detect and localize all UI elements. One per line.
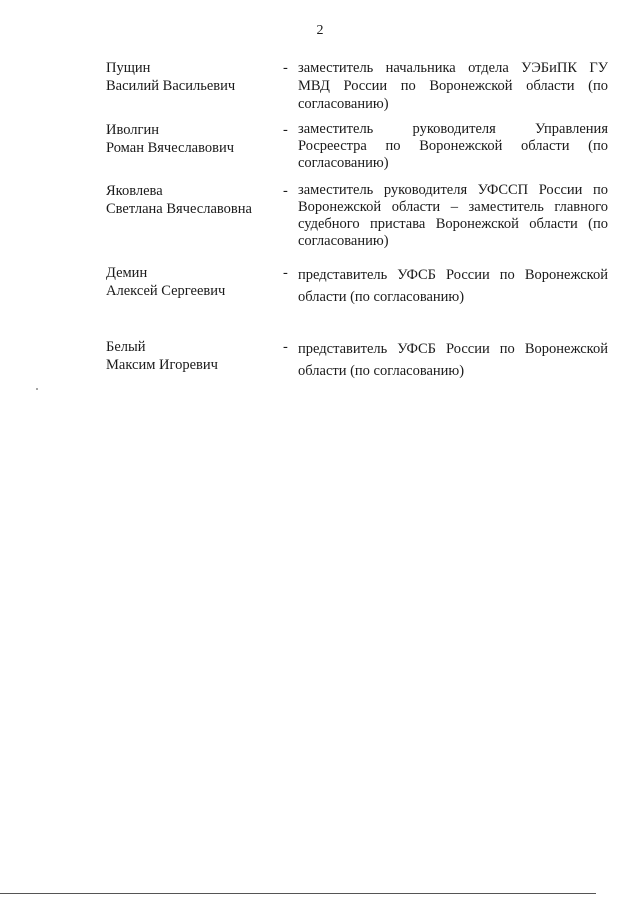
scan-speck bbox=[36, 388, 38, 390]
member-given-names: Алексей Сергеевич bbox=[106, 283, 226, 299]
member-surname: Пущин bbox=[106, 60, 151, 76]
member-given-names: Роман Вячеславович bbox=[106, 140, 235, 156]
member-role: заместитель начальника отдела УЭБиПК ГУ МВД России по Воронежской области (по согласованию) bbox=[298, 60, 608, 112]
separator-dash: - bbox=[283, 60, 288, 76]
bottom-scan-edge-line bbox=[0, 893, 596, 894]
member-given-names: Василий Васильевич bbox=[106, 78, 236, 94]
page-number: 2 bbox=[316, 23, 324, 38]
member-role: заместитель руководителя УФССП России по Воронежской области – заместитель главного судебного пристава Воронежской области (по согласованию) bbox=[298, 182, 608, 249]
member-name bbox=[106, 264, 276, 300]
member-name bbox=[106, 121, 276, 157]
separator-dash: - bbox=[283, 183, 288, 199]
member-role: представитель УФСБ России по Воронежской области (по согласованию) bbox=[298, 267, 608, 305]
member-role: заместитель руководителя Управления Росреестра по Воронежской области (по согласованию) bbox=[298, 121, 608, 171]
member-surname: Иволгин bbox=[106, 122, 159, 138]
member-given-names: Максим Игоревич bbox=[106, 357, 218, 373]
member-name bbox=[106, 59, 276, 95]
member-surname: Яковлева bbox=[106, 183, 163, 199]
separator-dash: - bbox=[283, 265, 288, 281]
separator-dash: - bbox=[283, 122, 288, 138]
separator-dash: - bbox=[283, 339, 288, 355]
member-given-names: Светлана Вячеславовна bbox=[106, 201, 252, 217]
member-name bbox=[106, 338, 276, 374]
member-surname: Белый bbox=[106, 339, 146, 355]
member-surname: Демин bbox=[106, 265, 148, 281]
member-role: представитель УФСБ России по Воронежской области (по согласованию) bbox=[298, 341, 608, 379]
member-name bbox=[106, 182, 276, 218]
